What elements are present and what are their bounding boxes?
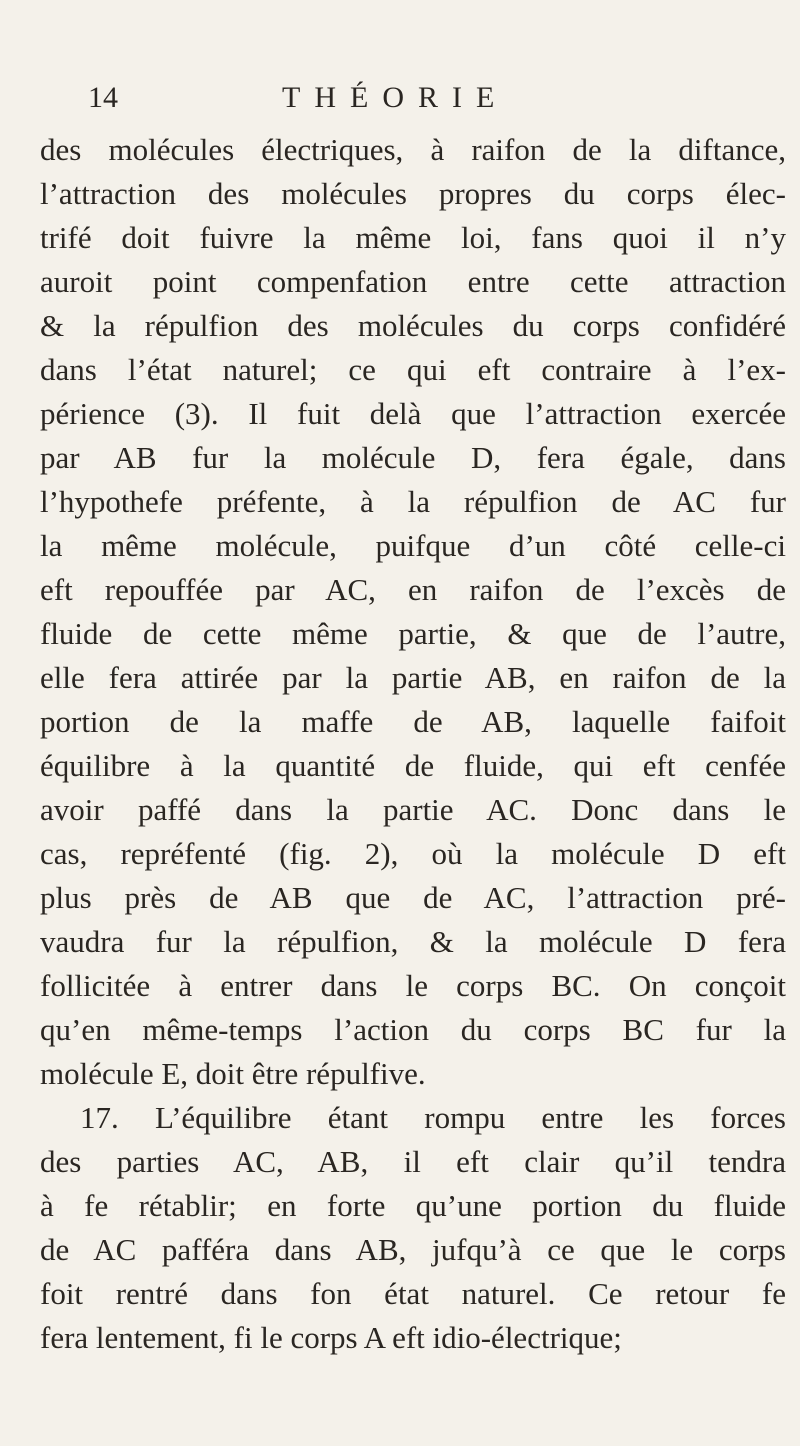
text-line: des parties AC, AB, il eft clair qu’il tendra [40, 1144, 786, 1179]
text-line: l’attraction des molécules propres du corps élec- [40, 176, 786, 211]
text-line: plus près de AB que de AC, l’attraction pré- [40, 880, 786, 915]
text-line: fluide de cette même partie, & que de l’autre, [40, 616, 786, 651]
text-line: équilibre à la quantité de fluide, qui eft cenfée [40, 748, 786, 783]
text-line: foit rentré dans fon état naturel. Ce retour fe [40, 1276, 786, 1311]
text-line: trifé doit fuivre la même loi, fans quoi il n’y [40, 220, 786, 255]
running-title: THÉORIE [282, 81, 509, 114]
text-line: par AB fur la molécule D, fera égale, dans [40, 440, 786, 475]
text-line: des molécules électriques, à raifon de la diftance, [40, 132, 786, 167]
text-line: l’hypothefe préfente, à la répulfion de AC fur [40, 484, 786, 519]
text-line: auroit point compenfation entre cette attraction [40, 264, 786, 299]
page-number: 14 [88, 81, 118, 114]
text-line: cas, repréfenté (fig. 2), où la molécule D eft [40, 836, 786, 871]
text-line: la même molécule, puifque d’un côté celle-ci [40, 528, 786, 563]
text-line: vaudra fur la répulfion, & la molécule D fera [40, 924, 786, 959]
text-line: périence (3). Il fuit delà que l’attraction exercée [40, 396, 786, 431]
text-line: portion de la maffe de AB, laquelle faifoit [40, 704, 786, 739]
text-line: fera lentement, fi le corps A eft idio-électrique; [40, 1320, 622, 1355]
text-line: de AC pafféra dans AB, jufqu’à ce que le corps [40, 1232, 786, 1267]
text-line: & la répulfion des molécules du corps confidéré [40, 308, 786, 343]
text-line: elle fera attirée par la partie AB, en raifon de la [40, 660, 786, 695]
text-line: eft repouffée par AC, en raifon de l’excès de [40, 572, 786, 607]
text-line: follicitée à entrer dans le corps BC. On conçoit [40, 968, 786, 1003]
text-line: 17. L’équilibre étant rompu entre les forces [80, 1100, 786, 1135]
text-line: à fe rétablir; en forte qu’une portion du fluide [40, 1188, 786, 1223]
running-head [88, 78, 728, 118]
text-line: dans l’état naturel; ce qui eft contraire à l’ex- [40, 352, 786, 387]
text-line: avoir paffé dans la partie AC. Donc dans le [40, 792, 786, 827]
text-line: qu’en même-temps l’action du corps BC fur la [40, 1012, 786, 1047]
text-line: molécule E, doit être répulfive. [40, 1056, 426, 1091]
body-text [40, 128, 786, 1360]
